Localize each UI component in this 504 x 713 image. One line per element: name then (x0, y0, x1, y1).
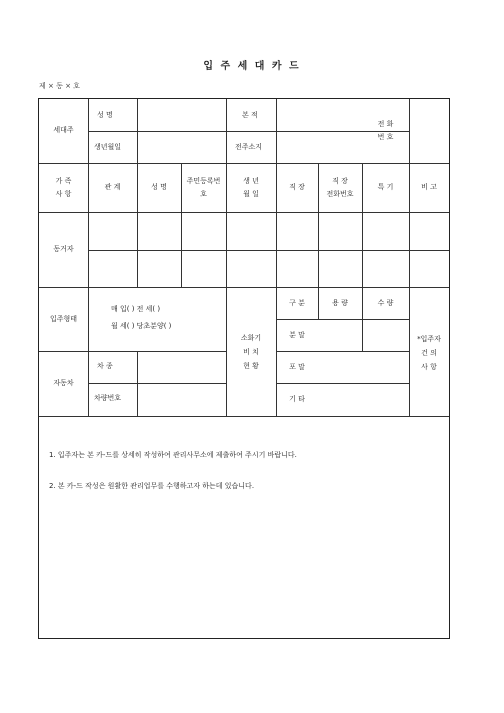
opinion-label-line1: *입주자 (417, 335, 441, 343)
plate-number-label: 차량번호 (94, 394, 122, 402)
cohabitant-rows[interactable] (89, 213, 448, 286)
extinguisher-label-line3: 현 황 (243, 362, 259, 370)
quantity-header: 수 량 (377, 299, 394, 307)
domicile-label: 본 적 (242, 111, 258, 119)
resident-no-header-line2: 호 (200, 190, 207, 198)
phone-label-line2: 번 호 (377, 133, 394, 141)
phone-field[interactable] (410, 100, 448, 162)
prev-address-field[interactable] (277, 132, 361, 162)
cohabitant-label: 동거자 (53, 245, 74, 253)
capacity-header: 용 량 (332, 299, 348, 307)
special-header: 특 기 (377, 183, 394, 191)
birth-header-line2: 월 일 (243, 190, 259, 198)
resident-no-header-line1: 주민등록번 (186, 177, 221, 185)
note-1: 1. 입주자는 본 카-드를 상세히 작성하여 관리사무소에 제출하여 주시기 바랍니다. (49, 451, 297, 459)
vehicle-type-label: 차 종 (97, 362, 113, 370)
job-phone-header-line2: 전화번호 (326, 190, 354, 198)
occupancy-line1: 매 입( ) 전 세( ) (111, 305, 161, 313)
family-name-header: 성 명 (151, 183, 167, 191)
birth-header-line1: 생 년 (243, 177, 259, 185)
note-2: 2. 본 카-드 작성은 원활한 관리업무를 수행하고자 하는데 있습니다. (49, 482, 255, 490)
other-label: 기 타 (289, 395, 305, 403)
powder-label: 분 말 (289, 331, 305, 339)
job-phone-header-line1: 직 장 (332, 177, 348, 185)
document-number: 제 × 동 × 호 (39, 82, 80, 90)
extinguisher-label-line2: 비 치 (243, 348, 259, 356)
occupancy-line2: 월 세( ) 당초분양( ) (111, 322, 172, 330)
birthdate-label: 생년월일 (94, 143, 122, 151)
prev-address-label: 전주소지 (235, 143, 263, 151)
plate-number-field[interactable] (138, 384, 225, 415)
resident-card-form (38, 98, 450, 639)
foam-label: 포 말 (289, 363, 305, 371)
occupancy-label: 입주형태 (49, 315, 78, 323)
family-label-line1: 가 족 (55, 177, 72, 185)
domicile-field[interactable] (277, 100, 361, 130)
vehicle-type-field[interactable] (138, 352, 225, 382)
birthdate-field[interactable] (138, 132, 225, 162)
category-header: 구 분 (289, 299, 305, 307)
extinguisher-label-line1: 소화기 (240, 334, 262, 342)
name-label: 성 명 (97, 111, 113, 119)
vehicle-label: 자동차 (53, 379, 74, 387)
remarks-header: 비 고 (421, 183, 437, 191)
opinion-label-line3: 사 항 (421, 363, 437, 371)
page-title: 입 주 세 대 카 드 (203, 61, 301, 72)
job-header: 직 장 (289, 183, 305, 191)
opinion-label-line2: 건 의 (421, 349, 437, 357)
family-label-line2: 사 항 (55, 190, 72, 198)
phone-label-line1: 전 화 (377, 120, 394, 128)
name-field[interactable] (138, 100, 225, 130)
relation-header: 관 계 (104, 183, 121, 191)
household-head-label: 세대주 (53, 126, 74, 134)
